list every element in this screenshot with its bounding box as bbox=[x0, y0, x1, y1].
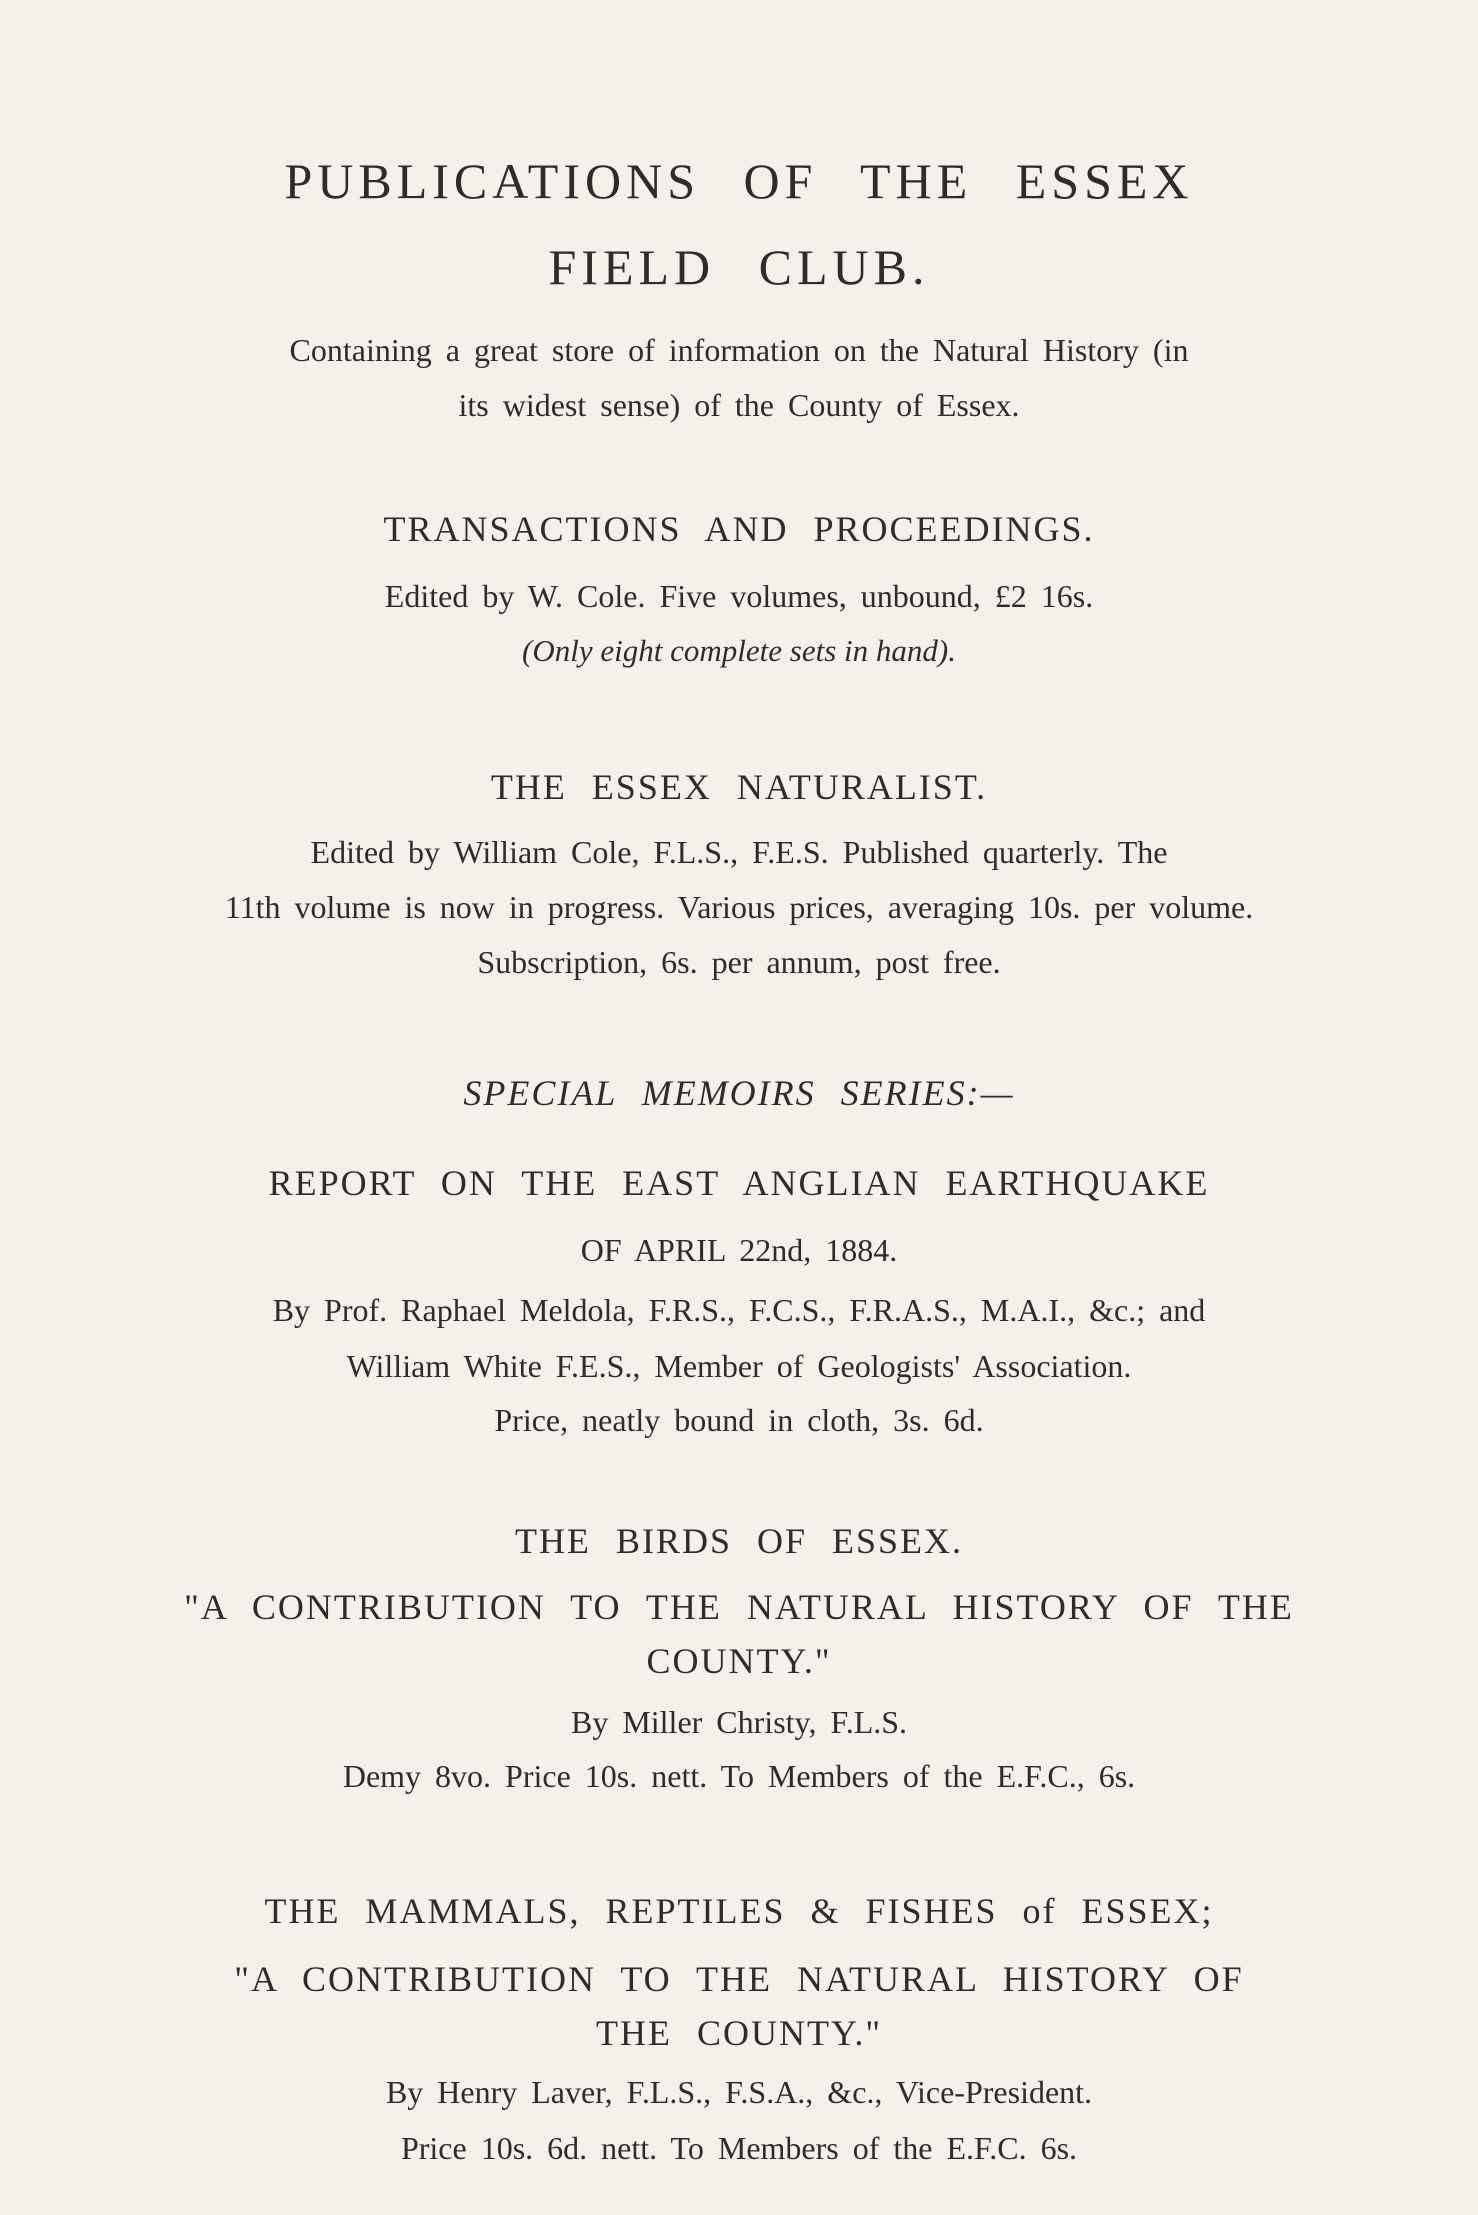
mammals-subtitle-line-2: THE COUNTY." bbox=[595, 2013, 883, 2053]
naturalist-line-3: Subscription, 6s. per annum, post free. bbox=[477, 944, 1001, 980]
naturalist-line-1: Edited by William Cole, F.L.S., F.E.S. Published quarterly. The bbox=[310, 834, 1168, 870]
mammals-title: THE MAMMALS, REPTILES & FISHES of ESSEX; bbox=[264, 1891, 1214, 1931]
earthquake-author-line-1: By Prof. Raphael Meldola, F.R.S., F.C.S., F.R.A.S., M.A.I., &c.; and bbox=[272, 1292, 1206, 1328]
birds-title: THE BIRDS OF ESSEX. bbox=[514, 1521, 964, 1561]
birds-subtitle-line-1: "A CONTRIBUTION TO THE NATURAL HISTORY OF THE bbox=[184, 1587, 1294, 1627]
mammals-author: By Henry Laver, F.L.S., F.S.A., &c., Vice-President. bbox=[385, 2074, 1093, 2110]
earthquake-title-line-2: OF APRIL 22nd, 1884. bbox=[580, 1232, 898, 1268]
earthquake-author-line-2: William White F.E.S., Member of Geologists' Association. bbox=[346, 1348, 1132, 1384]
earthquake-title-line-1: REPORT ON THE EAST ANGLIAN EARTHQUAKE bbox=[268, 1163, 1210, 1203]
birds-price: Demy 8vo. Price 10s. nett. To Members of the E.F.C., 6s. bbox=[342, 1758, 1136, 1794]
transactions-heading: TRANSACTIONS AND PROCEEDINGS. bbox=[383, 509, 1095, 549]
intro-line-2: its widest sense) of the County of Essex. bbox=[458, 387, 1020, 423]
memoirs-heading: SPECIAL MEMOIRS SERIES:— bbox=[463, 1073, 1015, 1113]
naturalist-line-2: 11th volume is now in progress. Various prices, averaging 10s. per volume. bbox=[224, 889, 1254, 925]
birds-subtitle-line-2: COUNTY." bbox=[646, 1641, 832, 1681]
intro-line-1: Containing a great store of information on the Natural History (in bbox=[289, 332, 1189, 368]
birds-author: By Miller Christy, F.L.S. bbox=[570, 1704, 908, 1740]
naturalist-heading: THE ESSEX NATURALIST. bbox=[490, 767, 988, 807]
page-title-line-1: PUBLICATIONS OF THE ESSEX bbox=[284, 153, 1194, 209]
transactions-line-2: (Only eight complete sets in hand). bbox=[522, 633, 956, 668]
earthquake-price: Price, neatly bound in cloth, 3s. 6d. bbox=[494, 1402, 984, 1438]
mammals-subtitle-line-1: "A CONTRIBUTION TO THE NATURAL HISTORY OF bbox=[234, 1959, 1244, 1999]
mammals-price: Price 10s. 6d. nett. To Members of the E.F.C. 6s. bbox=[400, 2130, 1078, 2166]
page-title-line-2: FIELD CLUB. bbox=[548, 239, 930, 295]
transactions-line-1: Edited by W. Cole. Five volumes, unbound, £2 16s. bbox=[384, 578, 1094, 614]
